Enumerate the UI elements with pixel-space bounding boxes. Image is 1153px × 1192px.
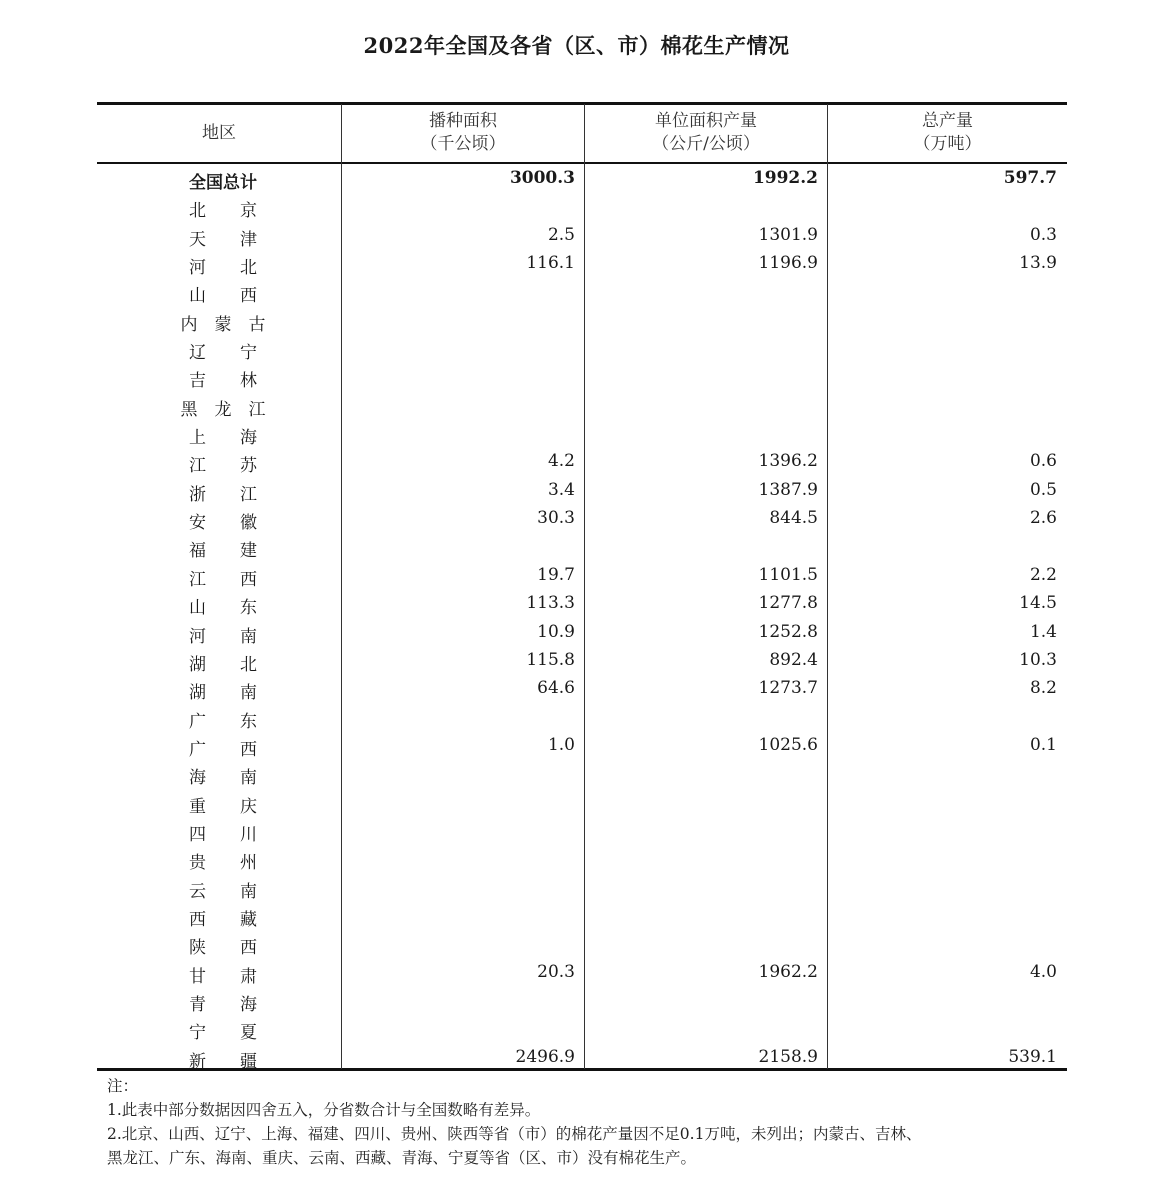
table-row	[97, 674, 1067, 702]
table-row	[97, 844, 1067, 872]
notes	[107, 1074, 1067, 1170]
area-value: 1.0	[547, 734, 575, 755]
table-row	[97, 1014, 1067, 1042]
region-name: 海 南	[189, 768, 257, 789]
table-row	[97, 589, 1067, 617]
area-value: 10.9	[537, 621, 575, 642]
output-value: 597.7	[1003, 168, 1057, 188]
yield-value: 1301.9	[758, 224, 818, 245]
region-name: 内 蒙 古	[180, 314, 266, 335]
area-value: 3.4	[547, 479, 575, 500]
table-row-total	[97, 164, 1067, 192]
region-name: 江 苏	[189, 456, 257, 477]
output-value: 10.3	[1019, 649, 1057, 670]
table-row	[97, 306, 1067, 334]
region-name: 贵 州	[189, 853, 257, 874]
region-name: 陕 西	[189, 938, 257, 959]
header-region-label: 地区	[202, 122, 236, 143]
yield-value: 2158.9	[758, 1046, 818, 1067]
yield-value: 1387.9	[758, 479, 818, 500]
area-value: 2496.9	[515, 1046, 575, 1067]
area-value: 4.2	[547, 451, 575, 472]
region-name: 安 徽	[189, 513, 257, 534]
region-name: 宁 夏	[189, 1023, 257, 1044]
table-row	[97, 703, 1067, 731]
region-name: 河 南	[189, 626, 257, 647]
region-name: 云 南	[189, 881, 257, 902]
table-body	[97, 164, 1067, 1071]
note-line-2: 2.北京、山西、辽宁、上海、福建、四川、贵州、陕西等省（市）的棉花产量因不足0.1万吨，未列出；内蒙古、吉林、	[107, 1125, 922, 1143]
table-row	[97, 901, 1067, 929]
output-value: 0.6	[1029, 451, 1057, 472]
region-name: 甘 肃	[189, 966, 257, 987]
table-row	[97, 221, 1067, 249]
header-yield	[585, 108, 827, 158]
region-name: 吉 林	[189, 371, 257, 392]
table-row	[97, 873, 1067, 901]
table-row	[97, 362, 1067, 390]
region-name: 福 建	[189, 541, 257, 562]
table-row	[97, 816, 1067, 844]
table-row	[97, 618, 1067, 646]
table-row	[97, 731, 1067, 759]
yield-value: 1025.6	[758, 734, 818, 755]
output-value: 1.4	[1029, 621, 1057, 642]
table-row	[97, 759, 1067, 787]
region-name: 青 海	[189, 994, 257, 1015]
header-yield-unit: （公斤/公顷）	[652, 134, 760, 154]
header-area-unit: （千公顷）	[420, 134, 506, 154]
region-name: 辽 宁	[189, 343, 257, 364]
header-area	[342, 108, 584, 158]
output-value: 539.1	[1008, 1046, 1057, 1067]
yield-value: 892.4	[769, 649, 818, 670]
table-row	[97, 532, 1067, 560]
area-value: 30.3	[537, 508, 575, 529]
header-yield-label: 单位面积产量	[655, 111, 757, 131]
output-value: 0.5	[1029, 479, 1057, 500]
region-name: 江 西	[189, 569, 257, 590]
table-row	[97, 334, 1067, 362]
table-row	[97, 1043, 1067, 1071]
region-name: 重 庆	[189, 796, 257, 817]
table-row	[97, 192, 1067, 220]
area-value: 115.8	[526, 649, 575, 670]
area-value: 19.7	[537, 564, 575, 585]
output-value: 13.9	[1019, 253, 1057, 274]
region-name: 四 川	[189, 824, 257, 845]
note-line-1: 1.此表中部分数据因四舍五入，分省数合计与全国数略有差异。	[107, 1101, 541, 1119]
yield-value: 1252.8	[758, 621, 818, 642]
region-name: 天 津	[189, 229, 257, 250]
yield-value: 1196.9	[758, 253, 818, 274]
yield-value: 1962.2	[758, 961, 818, 982]
output-value: 8.2	[1029, 678, 1057, 699]
area-value: 3000.3	[509, 168, 575, 188]
table-row	[97, 249, 1067, 277]
region-name: 山 东	[189, 598, 257, 619]
region-name: 全国总计	[189, 173, 257, 193]
output-value: 0.3	[1029, 224, 1057, 245]
yield-value: 844.5	[769, 508, 818, 529]
yield-value: 1101.5	[758, 564, 818, 585]
header-output-label: 总产量	[922, 111, 973, 131]
region-name: 北 京	[189, 201, 257, 222]
page-title: 2022年全国及各省（区、市）棉花生产情况	[363, 33, 790, 58]
table-row	[97, 788, 1067, 816]
table-row	[97, 958, 1067, 986]
area-value: 2.5	[547, 224, 575, 245]
table-row	[97, 646, 1067, 674]
area-value: 113.3	[526, 593, 575, 614]
area-value: 20.3	[537, 961, 575, 982]
output-value: 2.2	[1029, 564, 1057, 585]
region-name: 广 西	[189, 739, 257, 760]
region-name: 浙 江	[189, 484, 257, 505]
table-row	[97, 986, 1067, 1014]
output-value: 4.0	[1029, 961, 1057, 982]
yield-value: 1277.8	[758, 593, 818, 614]
header-region	[97, 108, 341, 158]
note-line-3: 黑龙江、广东、海南、重庆、云南、西藏、青海、宁夏等省（区、市）没有棉花生产。	[107, 1149, 697, 1167]
table-row	[97, 476, 1067, 504]
table-row	[97, 391, 1067, 419]
output-value: 0.1	[1029, 734, 1057, 755]
yield-value: 1992.2	[752, 168, 818, 188]
table-row	[97, 929, 1067, 957]
region-name: 湖 北	[189, 654, 257, 675]
region-name: 山 西	[189, 286, 257, 307]
table-row	[97, 419, 1067, 447]
region-name: 湖 南	[189, 683, 257, 704]
table-row	[97, 447, 1067, 475]
yield-value: 1396.2	[758, 451, 818, 472]
header-output-unit: （万吨）	[913, 134, 982, 154]
yield-value: 1273.7	[758, 678, 818, 699]
area-value: 64.6	[537, 678, 575, 699]
region-name: 西 藏	[189, 909, 257, 930]
notes-label: 注：	[107, 1077, 139, 1095]
output-value: 2.6	[1029, 508, 1057, 529]
area-value: 116.1	[526, 253, 575, 274]
table-top-rule	[97, 102, 1067, 105]
region-name: 河 北	[189, 258, 257, 279]
header-output	[828, 108, 1067, 158]
region-name: 黑 龙 江	[180, 399, 266, 420]
output-value: 14.5	[1019, 593, 1057, 614]
region-name: 新 疆	[189, 1051, 257, 1072]
header-area-label: 播种面积	[429, 111, 497, 131]
region-name: 广 东	[189, 711, 257, 732]
table-row	[97, 277, 1067, 305]
table-row	[97, 504, 1067, 532]
table-row	[97, 561, 1067, 589]
region-name: 上 海	[189, 428, 257, 449]
